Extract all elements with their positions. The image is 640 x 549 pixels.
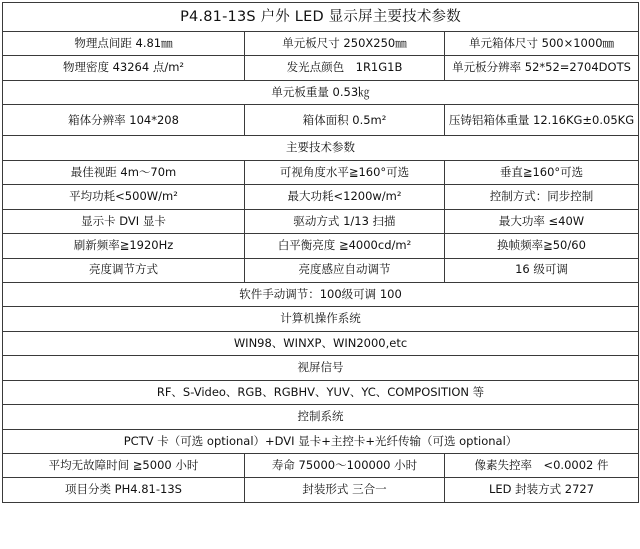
- lifetime-cell: 寿命 75000～100000 小时: [245, 454, 445, 478]
- display-card-cell: 显示卡 DVI 显卡: [3, 209, 245, 233]
- pixel-failure-rate-cell: 像素失控率 <0.0002 件: [445, 454, 639, 478]
- section-header-row: [3, 136, 639, 160]
- table-row: [3, 478, 639, 502]
- table-row: [3, 32, 639, 56]
- white-balance-cell: 白平衡亮度 ≧4000cd/m²: [245, 234, 445, 258]
- module-weight-cell: 单元板重量 0.53㎏: [3, 80, 639, 104]
- cabinet-size-cell: 单元箱体尺寸 500×1000㎜: [445, 32, 639, 56]
- table-row: [3, 454, 639, 478]
- software-adjust-cell: 软件手动调节：100级可调 100: [3, 282, 639, 306]
- os-list-cell: WIN98、WINXP、WIN2000,etc: [3, 331, 639, 355]
- table-row: [3, 282, 639, 306]
- spec-sheet: [2, 2, 638, 503]
- module-size-cell: 单元板尺寸 250X250㎜: [245, 32, 445, 56]
- table-row: [3, 80, 639, 104]
- table-row: [3, 209, 639, 233]
- table-row: [3, 105, 639, 136]
- brightness-levels-cell: 16 级可调: [445, 258, 639, 282]
- section-operating-system: 计算机操作系统: [3, 307, 639, 331]
- spec-table: [2, 2, 639, 503]
- table-row: [3, 185, 639, 209]
- section-header-row: [3, 405, 639, 429]
- avg-power-cell: 平均功耗<500W/m²: [3, 185, 245, 209]
- pixel-color-cell: 发光点颜色 1R1G1B: [245, 56, 445, 80]
- pixel-density-cell: 物理密度 43264 点/m²: [3, 56, 245, 80]
- table-row: [3, 56, 639, 80]
- section-header-row: [3, 356, 639, 380]
- viewing-distance-cell: 最佳视距 4m～70m: [3, 160, 245, 184]
- cabinet-weight-cell: 压铸铝箱体重量 12.16KG±0.05KG: [445, 105, 639, 136]
- cabinet-area-cell: 箱体面积 0.5m²: [245, 105, 445, 136]
- video-signal-list-cell: RF、S-Video、RGB、RGBHV、YUV、YC、COMPOSITION 等: [3, 380, 639, 404]
- project-category-cell: 项目分类 PH4.81-13S: [3, 478, 245, 502]
- table-title: P4.81-13S 户外 LED 显示屏主要技术参数: [3, 3, 639, 32]
- section-control-system: 控制系统: [3, 405, 639, 429]
- control-mode-cell: 控制方式：同步控制: [445, 185, 639, 209]
- vertical-angle-cell: 垂直≧160°可选: [445, 160, 639, 184]
- section-video-signal: 视屏信号: [3, 356, 639, 380]
- led-package-cell: LED 封装方式 2727: [445, 478, 639, 502]
- package-type-cell: 封装形式 三合一: [245, 478, 445, 502]
- mtbf-cell: 平均无故障时间 ≧5000 小时: [3, 454, 245, 478]
- brightness-method-cell: 亮度调节方式: [3, 258, 245, 282]
- table-row: [3, 258, 639, 282]
- pixel-pitch-cell: 物理点间距 4.81㎜: [3, 32, 245, 56]
- horizontal-angle-cell: 可视角度水平≧160°可选: [245, 160, 445, 184]
- title-row: [3, 3, 639, 32]
- section-main-parameters: 主要技术参数: [3, 136, 639, 160]
- frame-rate-cell: 换帧频率≧50/60: [445, 234, 639, 258]
- table-row: [3, 380, 639, 404]
- control-system-cell: PCTV 卡（可选 optional）+DVI 显卡+主控卡+光纤传输（可选 optional）: [3, 429, 639, 453]
- max-power-consumption-cell: 最大功耗<1200w/m²: [245, 185, 445, 209]
- drive-mode-cell: 驱动方式 1/13 扫描: [245, 209, 445, 233]
- brightness-auto-cell: 亮度感应自动调节: [245, 258, 445, 282]
- table-row: [3, 234, 639, 258]
- table-row: [3, 160, 639, 184]
- max-power-cell: 最大功率 ≤40W: [445, 209, 639, 233]
- refresh-rate-cell: 刷新频率≧1920Hz: [3, 234, 245, 258]
- section-header-row: [3, 307, 639, 331]
- module-resolution-cell: 单元板分辨率 52*52=2704DOTS: [445, 56, 639, 80]
- cabinet-resolution-cell: 箱体分辨率 104*208: [3, 105, 245, 136]
- table-row: [3, 429, 639, 453]
- table-row: [3, 331, 639, 355]
